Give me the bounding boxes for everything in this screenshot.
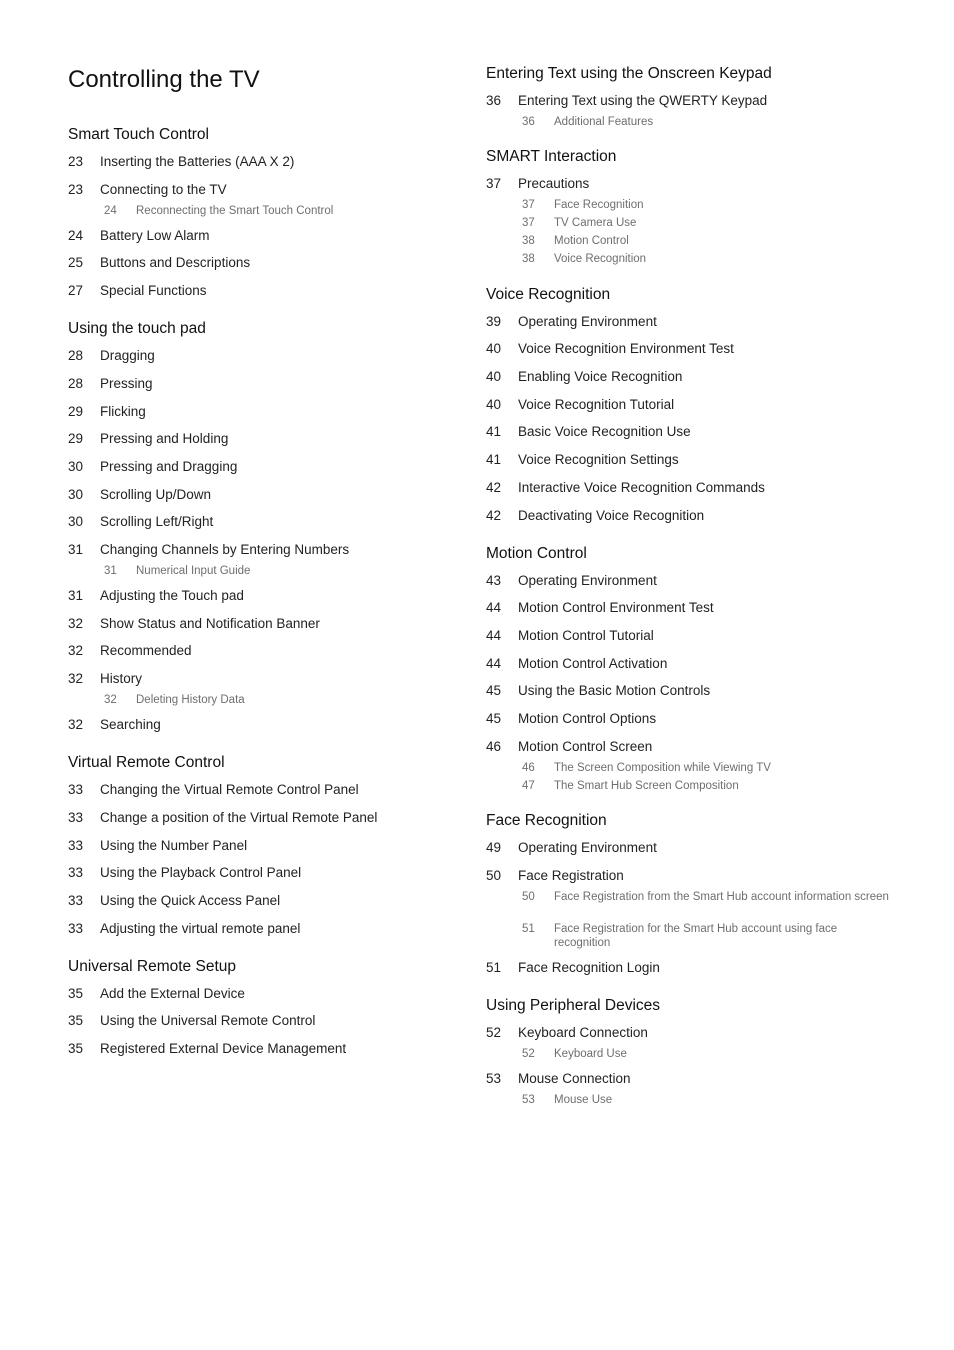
toc-subentry-page: 46 (522, 761, 535, 774)
toc-entry-text: Interactive Voice Recognition Commands (518, 479, 765, 495)
toc-entry-page: 46 (486, 738, 502, 754)
toc-entry-page: 44 (486, 655, 502, 671)
toc-entry-page: 40 (486, 369, 502, 384)
toc-entry-page: 50 (486, 867, 502, 883)
toc-entry-page: 42 (486, 479, 502, 495)
toc-subentry-text: The Smart Hub Screen Composition (554, 779, 739, 792)
section-heading-using-the-touch-pad[interactable]: Using the touch pad (68, 320, 206, 338)
toc-entry-page: 44 (486, 627, 502, 643)
toc-entry-text: Basic Voice Recognition Use (518, 424, 691, 440)
toc-entry-text: Pressing and Holding (100, 431, 229, 447)
toc-subentry-text: Voice Recognition (554, 253, 647, 266)
section-heading-face-recognition[interactable]: Face Recognition (486, 812, 607, 829)
toc-entry-text: Changing the Virtual Remote Control Panel (100, 782, 359, 798)
toc-subentry-page: 31 (104, 565, 117, 577)
toc-entry-text: Flicking (100, 403, 146, 419)
toc-entry-page: 45 (486, 711, 502, 726)
toc-entry-page: 23 (68, 181, 84, 197)
toc-entry-text: Keyboard Connection (518, 1024, 648, 1040)
toc-entry-page: 36 (486, 93, 502, 108)
toc-entry-page: 28 (68, 348, 84, 364)
toc-entry-page: 30 (68, 486, 84, 502)
toc-entry-text: Using the Universal Remote Control (100, 1013, 316, 1029)
toc-subentry-text: The Screen Composition while Viewing TV (554, 761, 771, 774)
toc-entry-page: 33 (68, 920, 84, 936)
toc-entry-page: 35 (68, 1041, 84, 1056)
toc-entry-text: Inserting the Batteries (AAA X 2) (100, 154, 295, 169)
toc-entry-text: Motion Control Screen (518, 738, 653, 754)
toc-entry-text: Battery Low Alarm (100, 227, 210, 243)
toc-subentry-page: 38 (522, 253, 535, 266)
toc-entry-page: 32 (68, 717, 84, 733)
toc-entry-text: Motion Control Options (518, 711, 657, 726)
toc-entry-page: 33 (68, 892, 84, 908)
toc-entry-text: Pressing and Dragging (100, 458, 238, 474)
toc-entry-text: Connecting to the TV (100, 181, 227, 197)
toc-entry-page: 35 (68, 1013, 84, 1029)
section-heading-universal-remote-setup[interactable]: Universal Remote Setup (68, 957, 236, 975)
toc-entry-page: 37 (486, 176, 502, 192)
toc-entry-text: Adjusting the virtual remote panel (100, 920, 301, 936)
toc-entry-page: 32 (68, 671, 84, 687)
toc-entry-page: 35 (68, 985, 84, 1001)
toc-subentry-page: 38 (522, 235, 535, 248)
toc-entry-page: 40 (486, 341, 502, 357)
toc-entry-page: 31 (68, 588, 84, 603)
toc-subentry-page: 52 (522, 1047, 535, 1060)
toc-entry-text: Using the Basic Motion Controls (518, 683, 711, 699)
toc-entry-page: 33 (68, 782, 84, 798)
section-heading-entering-text-using-the-onscreen-keypad[interactable]: Entering Text using the Onscreen Keypad (486, 65, 772, 82)
toc-entry-text: Add the External Device (100, 985, 245, 1001)
toc-entry-text: Dragging (100, 348, 155, 364)
toc-entry-text: Searching (100, 717, 161, 733)
section-heading-motion-control[interactable]: Motion Control (486, 544, 587, 562)
toc-entry-page: 49 (486, 840, 502, 855)
toc-entry-text: Operating Environment (518, 313, 657, 329)
toc-entry-text: Operating Environment (518, 840, 657, 855)
toc-entry-text: Face Recognition Login (518, 959, 660, 975)
toc-entry-page: 25 (68, 255, 84, 271)
toc-entry-text: Change a position of the Virtual Remote Panel (100, 809, 378, 825)
toc-entry-page: 28 (68, 375, 84, 391)
toc-entry-page: 29 (68, 403, 84, 419)
toc-entry-page: 42 (486, 507, 502, 523)
toc-subentry-text: TV Camera Use (554, 217, 637, 230)
toc-subentry-page: 24 (104, 204, 117, 217)
toc-entry-page: 45 (486, 683, 502, 699)
page-title: Controlling the TV (68, 66, 260, 93)
toc-subentry-text: Reconnecting the Smart Touch Control (136, 204, 334, 217)
toc-subentry-text: Numerical Input Guide (136, 565, 251, 577)
toc-entry-text: Show Status and Notification Banner (100, 615, 320, 631)
toc-subentry-page: 32 (104, 694, 117, 707)
section-heading-virtual-remote-control[interactable]: Virtual Remote Control (68, 754, 225, 772)
toc-subentry-page: 37 (522, 199, 535, 212)
toc-entry-text: Motion Control Tutorial (518, 627, 654, 643)
toc-entry-text: Using the Quick Access Panel (100, 892, 281, 908)
toc-entry-page: 41 (486, 452, 502, 468)
toc-entry-page: 43 (486, 572, 502, 588)
toc-subentry-page: 37 (522, 217, 535, 230)
toc-entry-page: 33 (68, 865, 84, 881)
toc-entry-page: 33 (68, 837, 84, 853)
toc-entry-page: 33 (68, 809, 84, 825)
section-heading-using-peripheral-devices[interactable]: Using Peripheral Devices (486, 996, 661, 1014)
toc-subentry-text: Face Recognition (554, 199, 644, 212)
toc-entry-page: 32 (68, 615, 84, 631)
toc-entry-text: Voice Recognition Tutorial (518, 396, 675, 412)
toc-entry-page: 39 (486, 313, 502, 329)
toc-entry-text: Pressing (100, 375, 153, 391)
toc-subentry-page: 47 (522, 779, 535, 792)
toc-subentry-page: 50 (522, 890, 535, 903)
toc-entry-text: Registered External Device Management (100, 1041, 347, 1056)
toc-entry-text: Entering Text using the QWERTY Keypad (518, 93, 768, 108)
toc-entry-text: Mouse Connection (518, 1070, 631, 1086)
toc-entry-text: Buttons and Descriptions (100, 255, 251, 271)
toc-entry-text: History (100, 671, 143, 687)
toc-entry-text: Voice Recognition Environment Test (518, 341, 734, 357)
toc-entry-page: 23 (68, 154, 84, 169)
toc-entry-page: 24 (68, 227, 84, 243)
toc-subentry-text: Motion Control (554, 235, 629, 248)
toc-entry-page: 40 (486, 396, 502, 412)
section-heading-voice-recognition[interactable]: Voice Recognition (486, 285, 611, 303)
toc-entry-text: Operating Environment (518, 572, 657, 588)
toc-entry-text: Adjusting the Touch pad (100, 588, 244, 603)
toc-entry-text: Changing Channels by Entering Numbers (100, 542, 350, 557)
toc-subentry-text: Mouse Use (554, 1093, 613, 1106)
toc-entry-text: Enabling Voice Recognition (518, 369, 683, 384)
toc-entry-page: 44 (486, 600, 502, 616)
toc-entry-text: Scrolling Left/Right (100, 514, 214, 530)
section-heading-smart-touch-control[interactable]: Smart Touch Control (68, 126, 209, 143)
toc-subentry-text: Keyboard Use (554, 1047, 627, 1060)
toc-entry-page: 52 (486, 1024, 502, 1040)
toc-entry-text: Special Functions (100, 283, 207, 299)
toc-entry-page: 30 (68, 514, 84, 530)
toc-entry-page: 53 (486, 1070, 502, 1086)
toc-subentry-text: Face Registration for the Smart Hub account using face recognition (554, 922, 838, 949)
toc-entry-page: 51 (486, 959, 502, 975)
toc-entry-page: 29 (68, 431, 84, 447)
toc-entry-text: Using the Playback Control Panel (100, 865, 302, 881)
toc-entry-text: Precautions (518, 176, 590, 192)
toc-entry-text: Recommended (100, 643, 192, 659)
toc-subentry-text: Additional Features (554, 116, 654, 128)
toc-entry-text: Face Registration (518, 867, 624, 883)
toc-entry-text: Scrolling Up/Down (100, 486, 212, 502)
toc-entry-text: Using the Number Panel (100, 837, 248, 853)
toc-entry-page: 30 (68, 458, 84, 474)
toc-subentry-page: 36 (522, 116, 535, 128)
toc-entry-page: 32 (68, 643, 84, 659)
section-heading-smart-interaction[interactable]: SMART Interaction (486, 148, 617, 166)
toc-subentry-text: Face Registration from the Smart Hub account information screen (554, 890, 889, 903)
toc-entry-text: Deactivating Voice Recognition (518, 507, 705, 523)
toc-entry-page: 31 (68, 542, 84, 557)
toc-subentry-text: Deleting History Data (136, 694, 245, 707)
toc-entry-text: Voice Recognition Settings (518, 452, 679, 468)
toc-subentry-page: 51 (522, 922, 535, 935)
toc-entry-page: 27 (68, 283, 84, 299)
toc-entry-text: Motion Control Activation (518, 655, 668, 671)
toc-entry-page: 41 (486, 424, 502, 440)
toc-subentry-page: 53 (522, 1093, 535, 1106)
toc-entry-text: Motion Control Environment Test (518, 600, 714, 616)
